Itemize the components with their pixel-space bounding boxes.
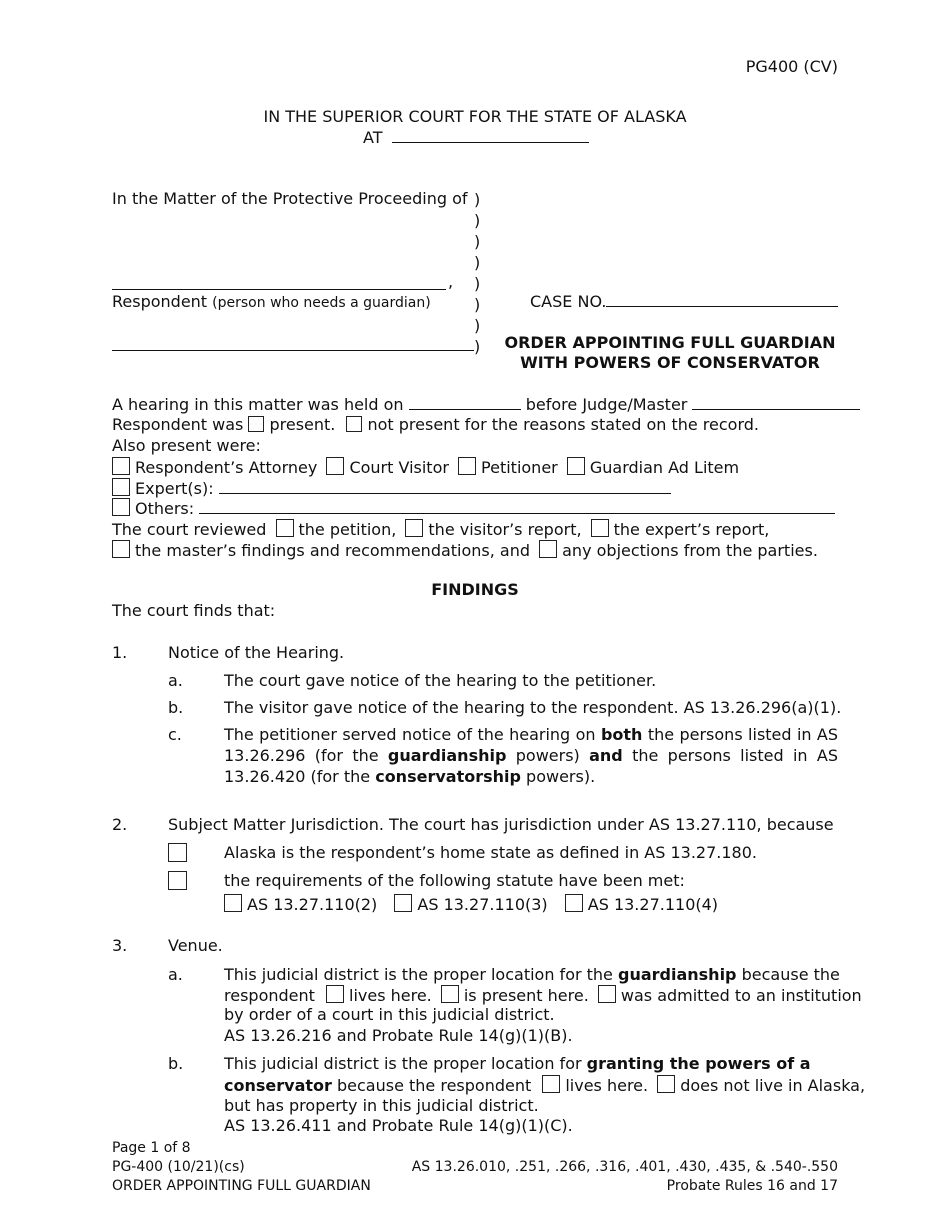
- hearing-date-field[interactable]: [409, 408, 521, 410]
- jurisdiction-opt2-text: the requirements of the following statute have been met:: [224, 871, 685, 890]
- item-3b-label: b.: [168, 1054, 184, 1073]
- text-run-bold: granting the powers of a: [586, 1054, 811, 1073]
- petitioner-checkbox[interactable]: [458, 457, 476, 475]
- text-run-bold: both: [600, 725, 643, 744]
- court-location-field[interactable]: [392, 141, 589, 143]
- caption-parens: [474, 189, 486, 357]
- paren: ): [474, 253, 481, 272]
- checkbox-box[interactable]: [168, 843, 187, 862]
- footer-statutes: AS 13.26.010, .251, .266, .316, .401, .430, .435, & .540-.550: [411, 1159, 838, 1175]
- text-run: because the: [741, 965, 840, 984]
- master-findings-checkbox[interactable]: [112, 540, 130, 558]
- text-run: powers).: [526, 767, 596, 786]
- case-no-label: CASE NO.: [530, 292, 607, 311]
- present-label: present.: [269, 415, 336, 434]
- petition-checkbox[interactable]: [276, 519, 294, 537]
- text-run-bold: guardianship: [387, 746, 507, 765]
- findings-heading: FINDINGS: [431, 580, 519, 599]
- comma: ,: [448, 272, 454, 291]
- section-1-number: 1.: [112, 643, 128, 662]
- attorney-checkbox[interactable]: [112, 457, 130, 475]
- form-code: PG400 (CV): [745, 57, 838, 76]
- item-1b-text: The visitor gave notice of the hearing to the respondent. AS 13.26.296(a)(1).: [224, 698, 842, 717]
- checkbox-box[interactable]: [168, 871, 187, 890]
- item-3a-line1: [224, 965, 840, 984]
- item-3b-line1: [224, 1054, 811, 1073]
- gal-label: Guardian Ad Litem: [589, 458, 740, 477]
- present-checkbox[interactable]: [248, 416, 264, 432]
- statute-110-2-checkbox[interactable]: [224, 894, 242, 912]
- section-1-title: Notice of the Hearing.: [168, 643, 345, 662]
- order-title-2: WITH POWERS OF CONSERVATOR: [520, 353, 820, 372]
- not-present-label: not present for the reasons stated on the record.: [367, 415, 759, 434]
- item-3a-line2: [224, 985, 862, 1005]
- master-findings-label: the master’s findings and recommendations, and: [135, 541, 531, 560]
- visitor-report-checkbox[interactable]: [405, 519, 423, 537]
- venue-present-label: is present here.: [463, 986, 589, 1005]
- item-1c-label: c.: [168, 725, 182, 744]
- paren: ): [474, 316, 481, 335]
- item-3a-label: a.: [168, 965, 183, 984]
- court-reviewed-text: The court reviewed: [112, 520, 267, 539]
- section-3-title: Venue.: [168, 936, 223, 955]
- objections-label: any objections from the parties.: [562, 541, 818, 560]
- also-present: Also present were:: [112, 436, 261, 455]
- court-visitor-checkbox[interactable]: [326, 457, 344, 475]
- respondent-presence: [112, 415, 759, 434]
- item-1c-text: [224, 724, 838, 787]
- objections-checkbox[interactable]: [539, 540, 557, 558]
- text-run: powers): [515, 746, 580, 765]
- paren: ): [474, 190, 481, 209]
- statute-110-4-checkbox[interactable]: [565, 894, 583, 912]
- conservator-not-alaska-checkbox[interactable]: [657, 1075, 675, 1093]
- text-run: the persons listed in AS 13.26.296 (for the: [224, 725, 839, 765]
- text-run: The petitioner served notice of the hearing on: [224, 725, 596, 744]
- others-checkbox[interactable]: [112, 498, 130, 516]
- text-run-bold: and: [589, 746, 623, 765]
- petition-label: the petition,: [298, 520, 397, 539]
- text-run: because the respondent: [336, 1076, 532, 1095]
- paren: ): [474, 295, 481, 314]
- before-judge-text: before Judge/Master: [525, 395, 688, 414]
- not-present-checkbox[interactable]: [346, 416, 362, 432]
- petitioner-label: Petitioner: [481, 458, 558, 477]
- statute-110-4-label: AS 13.27.110(4): [587, 895, 719, 914]
- item-1a-text: The court gave notice of the hearing to the petitioner.: [224, 671, 657, 690]
- others-label: Others:: [135, 499, 195, 518]
- experts-row: [112, 478, 671, 498]
- respondent-text: respondent: [224, 986, 315, 1005]
- section-3-number: 3.: [112, 936, 128, 955]
- visitor-report-label: the visitor’s report,: [428, 520, 582, 539]
- respondent-was-text: Respondent was: [112, 415, 244, 434]
- conservator-not-alaska-label: does not live in Alaska,: [680, 1076, 866, 1095]
- conservator-lives-label: lives here.: [565, 1076, 649, 1095]
- venue-lives-checkbox[interactable]: [326, 985, 344, 1003]
- item-3a-line3: by order of a court in this judicial district.: [224, 1005, 555, 1024]
- judge-name-field[interactable]: [692, 408, 860, 410]
- item-1a-label: a.: [168, 671, 183, 690]
- paren: ): [474, 211, 481, 230]
- jurisdiction-opt1-text: Alaska is the respondent’s home state as defined in AS 13.27.180.: [224, 843, 757, 862]
- footer-form-id: PG-400 (10/21)(cs): [112, 1159, 245, 1175]
- venue-admitted-checkbox[interactable]: [598, 985, 616, 1003]
- text-run: This judicial district is the proper location for the: [224, 965, 613, 984]
- hearing-line: [112, 395, 860, 414]
- experts-field[interactable]: [219, 492, 671, 494]
- venue-present-checkbox[interactable]: [441, 985, 459, 1003]
- master-row: [112, 540, 818, 560]
- respondent-second-line[interactable]: [112, 350, 474, 351]
- others-field[interactable]: [199, 512, 835, 514]
- matter-label: In the Matter of the Protective Proceeding of: [112, 189, 468, 208]
- experts-checkbox[interactable]: [112, 478, 130, 496]
- statute-options: [224, 894, 718, 914]
- footer-form-title: ORDER APPOINTING FULL GUARDIAN: [112, 1178, 371, 1194]
- court-location: [363, 128, 589, 147]
- held-on-text: A hearing in this matter was held on: [112, 395, 404, 414]
- case-number-field[interactable]: [606, 305, 838, 307]
- expert-report-label: the expert’s report,: [613, 520, 770, 539]
- statute-110-3-label: AS 13.27.110(3): [417, 895, 548, 914]
- text-run-bold: guardianship: [618, 965, 737, 984]
- text-run-bold: conservatorship: [375, 767, 521, 786]
- respondent-note: (person who needs a guardian): [212, 295, 431, 311]
- case-number: [530, 292, 838, 311]
- at-label: AT: [363, 128, 383, 147]
- court-title: IN THE SUPERIOR COURT FOR THE STATE OF ALASKA: [263, 107, 687, 126]
- item-3b-line2: [224, 1075, 865, 1095]
- attendees-row: [112, 457, 739, 477]
- conservator-lives-checkbox[interactable]: [542, 1075, 560, 1093]
- respondent-label-text: Respondent: [112, 292, 208, 311]
- jurisdiction-opt1-checkbox[interactable]: [168, 843, 192, 864]
- experts-label: Expert(s):: [135, 479, 214, 498]
- item-3b-line3: but has property in this judicial district.: [224, 1096, 539, 1115]
- court-reviewed-row: [112, 519, 769, 539]
- expert-report-checkbox[interactable]: [591, 519, 609, 537]
- section-2-number: 2.: [112, 815, 128, 834]
- others-row: [112, 498, 835, 518]
- footer-page: Page 1 of 8: [112, 1140, 191, 1156]
- order-title-1: ORDER APPOINTING FULL GUARDIAN: [504, 333, 836, 352]
- venue-admitted-label: was admitted to an institution: [620, 986, 862, 1005]
- statute-110-2-label: AS 13.27.110(2): [247, 895, 378, 914]
- footer-rules: Probate Rules 16 and 17: [666, 1178, 838, 1194]
- respondent-label: [112, 292, 431, 311]
- respondent-name-field[interactable]: [112, 289, 446, 290]
- item-1b-label: b.: [168, 698, 184, 717]
- statute-110-3-checkbox[interactable]: [394, 894, 412, 912]
- text-run: the persons listed in AS 13.26.420 (for the: [224, 746, 838, 786]
- text-run-bold: conservator: [224, 1076, 332, 1095]
- text-run: This judicial district is the proper location for: [224, 1054, 582, 1073]
- venue-lives-label: lives here.: [349, 986, 432, 1005]
- paren: ): [474, 337, 481, 356]
- gal-checkbox[interactable]: [567, 457, 585, 475]
- paren: ): [474, 232, 481, 251]
- attorney-label: Respondent’s Attorney: [135, 458, 318, 477]
- item-3b-cite: AS 13.26.411 and Probate Rule 14(g)(1)(C).: [224, 1116, 573, 1135]
- paren: ): [474, 274, 481, 293]
- findings-intro: The court finds that:: [112, 601, 276, 620]
- section-2-title: Subject Matter Jurisdiction. The court has jurisdiction under AS 13.27.110, because: [168, 815, 834, 834]
- court-visitor-label: Court Visitor: [349, 458, 449, 477]
- item-3a-cite: AS 13.26.216 and Probate Rule 14(g)(1)(B).: [224, 1026, 573, 1045]
- jurisdiction-opt2-checkbox[interactable]: [168, 871, 192, 892]
